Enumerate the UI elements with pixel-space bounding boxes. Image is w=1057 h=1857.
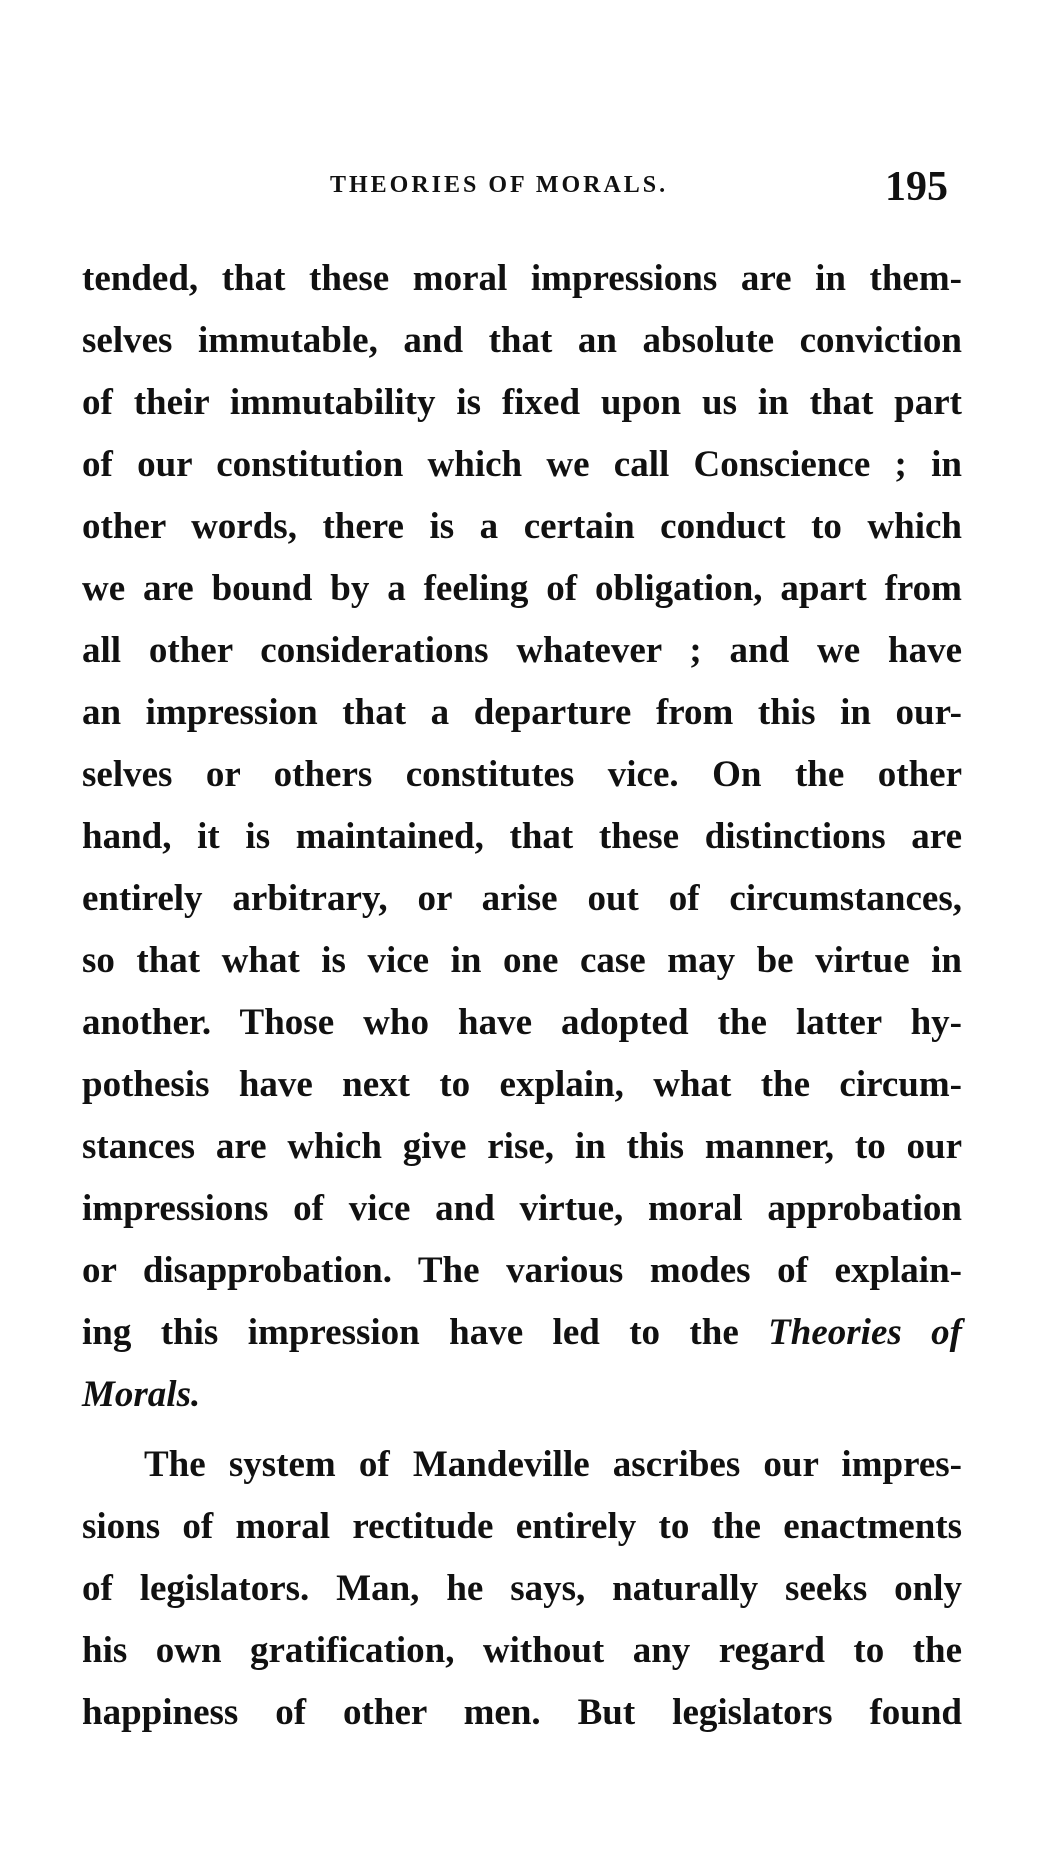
text-line: impressions of vice and virtue, moral approbation: [82, 1188, 962, 1229]
running-title: THEORIES OF MORALS.: [330, 172, 669, 198]
text-line: his own gratification, without any regard to the: [82, 1630, 962, 1671]
text-line: other words, there is a certain conduct to which: [82, 506, 962, 547]
text-line: stances are which give rise, in this manner, to our: [82, 1126, 962, 1167]
text-line: of legislators. Man, he says, naturally seeks only: [82, 1568, 962, 1609]
italic-title: Theories of: [768, 1312, 962, 1353]
text-line: tended, that these moral impressions are in them-: [82, 258, 962, 299]
text-line: sions of moral rectitude entirely to the enactments: [82, 1506, 962, 1547]
text-line: an impression that a departure from this in our-: [82, 692, 962, 733]
text-line: entirely arbitrary, or arise out of circumstances,: [82, 878, 962, 919]
text-line: [82, 1364, 962, 1426]
text-line: of our constitution which we call Conscience ; in: [82, 444, 962, 485]
italic-title: Morals.: [82, 1374, 201, 1415]
body-text: [82, 248, 962, 1744]
text-line: hand, it is maintained, that these distinctions are: [82, 816, 962, 857]
text-line: we are bound by a feeling of obligation, apart from: [82, 568, 962, 609]
text-line: pothesis have next to explain, what the circum-: [82, 1064, 962, 1105]
text-line: selves immutable, and that an absolute conviction: [82, 320, 962, 361]
text-line: selves or others constitutes vice. On the other: [82, 754, 962, 795]
text-line: or disapprobation. The various modes of explain-: [82, 1250, 962, 1291]
text-line: ing this impression have led to the Theories of: [82, 1312, 962, 1353]
text-line: another. Those who have adopted the latter hy-: [82, 1002, 962, 1043]
text-line: of their immutability is fixed upon us in that part: [82, 382, 962, 423]
text-line: The system of Mandeville ascribes our impres-: [144, 1444, 962, 1485]
text-line: happiness of other men. But legislators found: [82, 1692, 962, 1733]
text-line: so that what is vice in one case may be virtue in: [82, 940, 962, 981]
text-line: all other considerations whatever ; and we have: [82, 630, 962, 671]
page-number: 195: [885, 164, 948, 210]
